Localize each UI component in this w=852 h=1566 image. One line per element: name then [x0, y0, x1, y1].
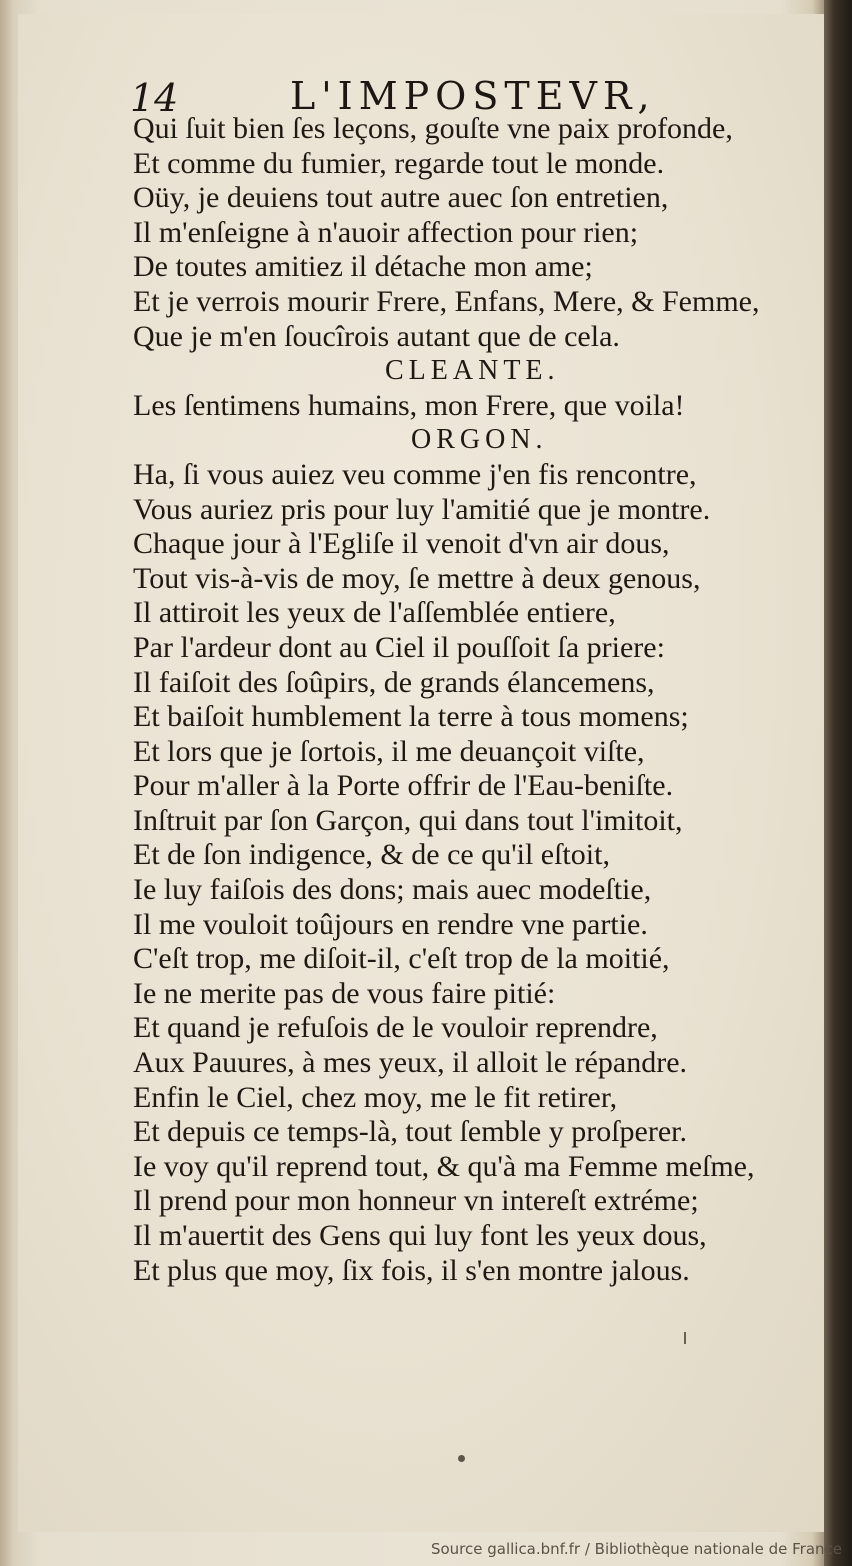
book-spine-shadow: [824, 0, 852, 1566]
verse-line: Et comme du fumier, regarde tout le monde.: [133, 146, 665, 180]
verse-line: Oüy, je deuiens tout autre auec ſon entretien,: [133, 181, 669, 215]
verse-line: Ie ne merite pas de vous faire pitié:: [133, 976, 556, 1010]
verse-line: Et plus que moy, ſix fois, il s'en montre jalous.: [133, 1253, 690, 1287]
verse-line: Il me vouloit toûjours en rendre vne partie.: [133, 907, 648, 941]
verse-line: Que je m'en ſoucîrois autant que de cela.: [133, 319, 620, 353]
page-number: 14: [130, 76, 179, 120]
speaker-name-orgon: ORGON.: [411, 424, 548, 456]
verse-line: Et quand je refuſois de le vouloir reprendre,: [133, 1011, 658, 1045]
verse-line: Ie voy qu'il reprend tout, & qu'à ma Femme meſme,: [133, 1149, 755, 1183]
verse-line: Et de ſon indigence, & de ce qu'il eſtoit,: [133, 838, 610, 872]
verse-line: Il m'enſeigne à n'auoir affection pour rien;: [133, 215, 639, 249]
verse-line: Il faiſoit des ſoûpirs, de grands élancemens,: [133, 665, 655, 699]
verse-line: Ha, ſi vous auiez veu comme j'en fis rencontre,: [133, 457, 697, 491]
verse-line: Et je verrois mourir Frere, Enfans, Mere, & Femme,: [133, 284, 760, 318]
verse-line: Inſtruit par ſon Garçon, qui dans tout l'imitoit,: [133, 803, 683, 837]
verse-line: Qui ſuit bien ſes leçons, gouſte vne paix profonde,: [133, 112, 733, 145]
verse-line: Tout vis-à-vis de moy, ſe mettre à deux genous,: [133, 561, 701, 595]
verse-line: Enfin le Ciel, chez moy, me le fit retirer,: [133, 1080, 618, 1114]
verse-line: Chaque jour à l'Egliſe il venoit d'vn air dous,: [133, 527, 670, 561]
verse-line: De toutes amitiez il détache mon ame;: [133, 250, 593, 284]
verse-line: Il m'auertit des Gens qui luy font les yeux dous,: [133, 1219, 707, 1252]
verse-line: Par l'ardeur dont au Ciel il pouſſoit ſa priere:: [133, 630, 665, 664]
verse-line: Les ſentimens humains, mon Frere, que voila!: [133, 388, 685, 422]
verse-line: Il attiroit les yeux de l'aſſemblée entiere,: [133, 596, 616, 630]
verse-line: Et lors que je ſortois, il me deuançoit viſte,: [133, 734, 645, 768]
verse-line: Ie luy faiſois des dons; mais auec modeſtie,: [133, 873, 652, 907]
verse-line: Vous auriez pris pour luy l'amitié que je montre.: [133, 492, 711, 526]
verse-text: [133, 112, 823, 1288]
verse-line: Et depuis ce temps-là, tout ſemble y proſperer.: [133, 1115, 688, 1149]
ink-spot: [458, 1455, 465, 1462]
verse-line: C'eſt trop, me diſoit-il, c'eſt trop de la moitié,: [133, 942, 670, 976]
verse-line: Et baiſoit humblement la terre à tous momens;: [133, 700, 689, 734]
verse-line: Pour m'aller à la Porte offrir de l'Eau-beniſte.: [133, 769, 674, 803]
running-title: L'IMPOSTEVR,: [290, 74, 656, 118]
paper-mark: [684, 1332, 686, 1344]
verse-line: Il prend pour mon honneur vn intereſt extréme;: [133, 1184, 699, 1218]
speaker-name-cleante: CLEANTE.: [385, 355, 560, 387]
verse-line: Aux Pauures, à mes yeux, il alloit le répandre.: [133, 1046, 688, 1080]
source-credit: Source gallica.bnf.fr / Bibliothèque nationale de France: [430, 1540, 842, 1558]
